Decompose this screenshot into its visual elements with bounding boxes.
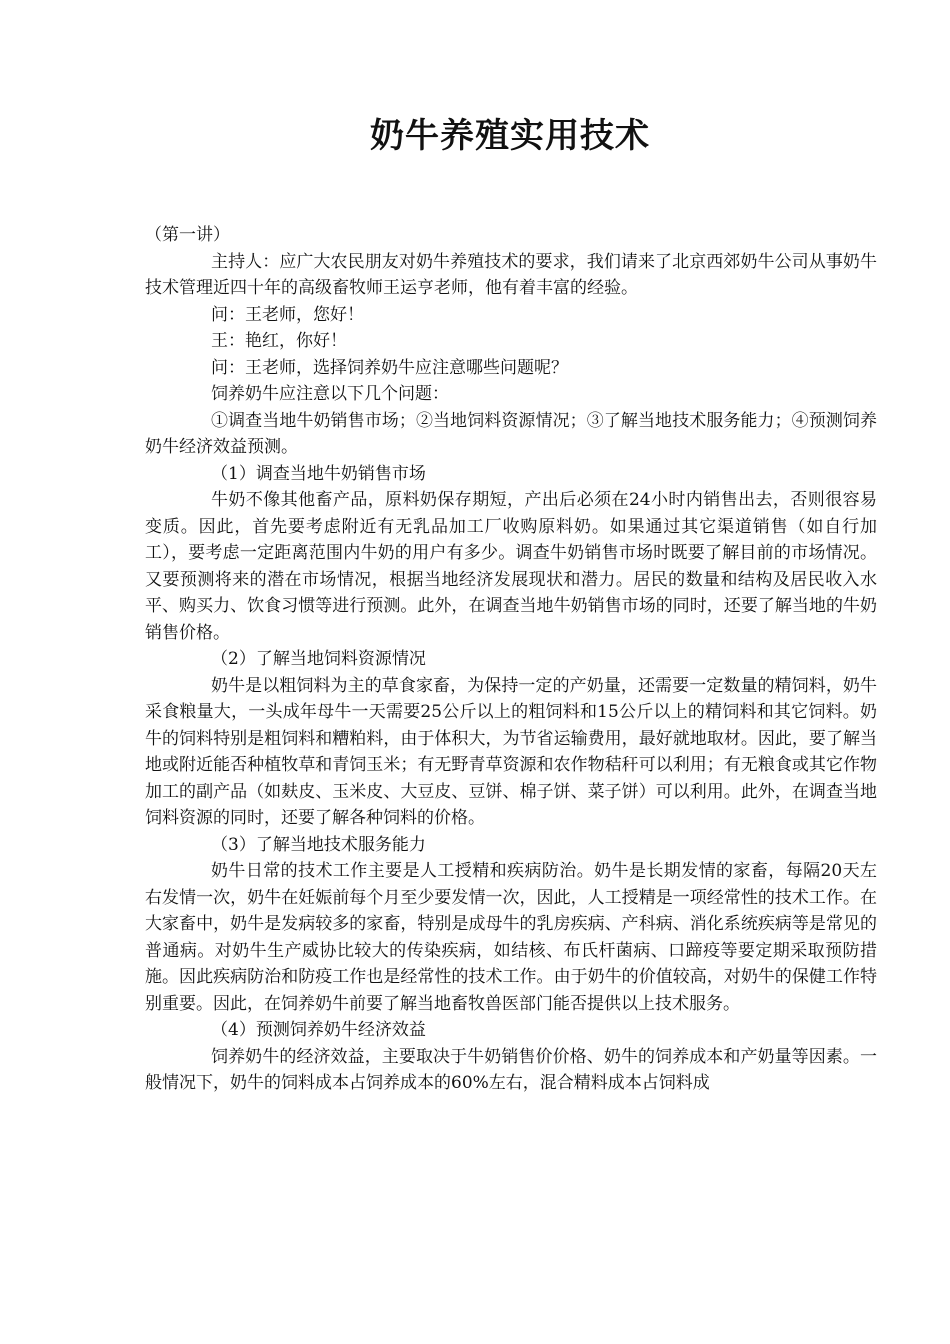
section-heading: （3）了解当地技术服务能力	[211, 834, 426, 855]
section-heading: （4）预测饲养奶牛经济效益	[211, 1020, 426, 1040]
paragraph: ①调查当地牛奶销售市场；②当地饲料资源情况；③了解当地技术服务能力；④预测饲养奶牛经济效益预测。	[145, 410, 877, 457]
section-text: 饲养奶牛的经济效益，主要取决于牛奶销售价价格、奶牛的饲养成本和产奶量等因素。一般情况下，奶牛的饲料成本占饲养成本的60%左右，混合精料成本占饲料成	[145, 1046, 877, 1093]
paragraph: 主持人：应广大农民朋友对奶牛养殖技术的要求，我们请来了北京西郊奶牛公司从事奶牛技术管理近四十年的高级畜牧师王运亨老师，他有着丰富的经验。	[145, 251, 877, 298]
section-heading: （1）调查当地牛奶销售市场	[211, 463, 426, 484]
section-heading: （2）了解当地饲料资源情况	[211, 649, 426, 669]
document-title: 奶牛养殖实用技术	[370, 116, 650, 156]
paragraph: 王：艳红，你好！	[211, 331, 347, 351]
paragraph: 问：王老师，选择饲养奶牛应注意哪些问题呢？	[211, 357, 568, 378]
section-text: 牛奶不像其他畜产品，原料奶保存期短，产出后必须在24小时内销售出去，否则很容易变质。因此，首先要考虑附近有无乳品加工厂收购原料奶。如果通过其它渠道销售（如自行加工），要考虑一定距离范围内牛奶的用户有多少。调查牛奶销售市场时既要了解目前的市场情况。又要预测将来的潜在市场情况，根据当地经济发展现状和潜力。居民的数量和结构及居民收入水平、购买力、饮食习惯等进行预测。此外，在调查当地牛奶销售市场的同时，还要了解当地的牛奶销售价格。	[145, 490, 877, 643]
paragraph: 问：王老师，您好！	[211, 304, 364, 325]
paragraph: 饲养奶牛应注意以下几个问题：	[211, 384, 449, 404]
lecture-label: （第一讲）	[145, 225, 230, 245]
section-text: 奶牛是以粗饲料为主的草食家畜，为保持一定的产奶量，还需要一定数量的精饲料，奶牛采食粮量大，一头成年母牛一天需要25公斤以上的粗饲料和15公斤以上的精饲料和其它饲料。奶牛的饲料特别是粗饲料和糟粕料，由于体积大，为节省运输费用，最好就地取材。因此，要了解当地或附近能否种植牧草和青饲玉米；有无野青草资源和农作物秸秆可以利用；有无粮食或其它作物加工的副产品（如麸皮、玉米皮、大豆皮、豆饼、棉子饼、菜子饼）可以利用。此外，在调查当地饲料资源的同时，还要了解各种饲料的价格。	[145, 675, 877, 828]
section-text: 奶牛日常的技术工作主要是人工授精和疾病防治。奶牛是长期发情的家畜，每隔20天左右发情一次，奶牛在妊娠前每个月至少要发情一次，因此，人工授精是一项经常性的技术工作。在大家畜中，奶牛是发病较多的家畜，特别是成母牛的乳房疾病、产科病、消化系统疾病等是常见的普通病。对奶牛生产威协比较大的传染疾病，如结核、布氏杆菌病、口蹄疫等要定期采取预防措施。因此疾病防治和防疫工作也是经常性的技术工作。由于奶牛的价值较高，对奶牛的保健工作特别重要。因此，在饲养奶牛前要了解当地畜牧兽医部门能否提供以上技术服务。	[145, 861, 877, 1014]
document-body	[145, 222, 877, 1097]
